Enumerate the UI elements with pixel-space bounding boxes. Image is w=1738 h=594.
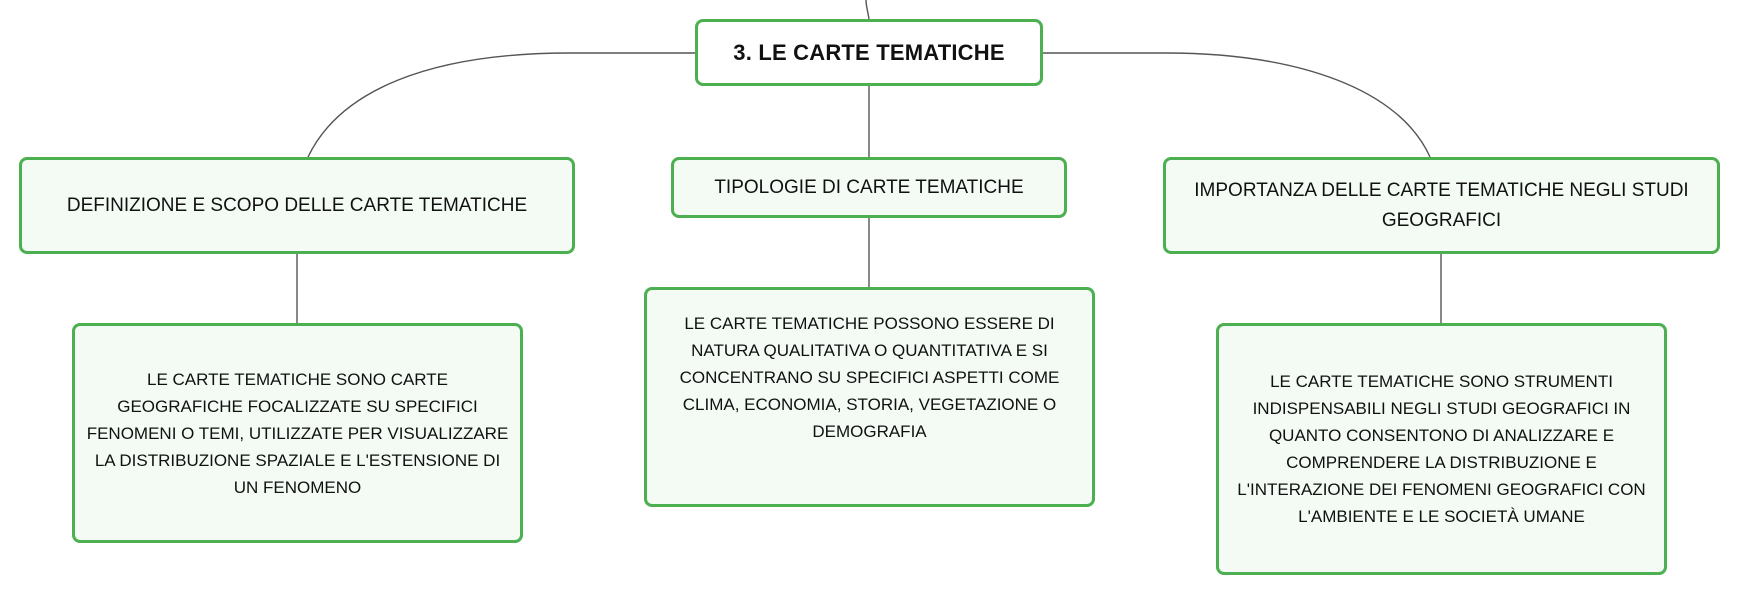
topic-importanza-label: IMPORTANZA DELLE CARTE TEMATICHE NEGLI STUDI GEOGRAFICI xyxy=(1194,179,1689,231)
subtopic-definizione-detail-node[interactable] xyxy=(72,323,523,543)
subtopic-importanza-detail-text: LE CARTE TEMATICHE SONO STRUMENTI INDISPENSABILI NEGLI STUDI GEOGRAFICI IN QUANTO CONSENTONO DI ANALIZZARE E COMPRENDERE LA DISTRIBUZIONE E L'INTERAZIONE DEI FENOMENI GEOGRAFICI CON L'AMBIENTE E LE SOCIETÀ UMANE xyxy=(1237,372,1646,526)
root-topic-title: 3. LE CARTE TEMATICHE xyxy=(733,39,1005,65)
root-topic-node[interactable] xyxy=(695,19,1043,86)
topic-definizione-label: DEFINIZIONE E SCOPO DELLE CARTE TEMATICHE xyxy=(66,194,528,216)
topic-tipologie-label: TIPOLOGIE DI CARTE TEMATICHE xyxy=(714,176,1024,198)
subtopic-tipologie-detail-node[interactable] xyxy=(644,287,1095,507)
connector-root-to-definizione xyxy=(308,53,695,157)
subtopic-importanza-detail-node[interactable] xyxy=(1216,323,1667,575)
topic-definizione-node[interactable] xyxy=(19,157,575,254)
topic-tipologie-node[interactable] xyxy=(671,157,1067,218)
subtopic-definizione-detail-text: LE CARTE TEMATICHE SONO CARTE GEOGRAFICHE FOCALIZZATE SU SPECIFICI FENOMENI O TEMI, UTILIZZATE PER VISUALIZZARE LA DISTRIBUZIONE SPAZIALE E L'ESTENSIONE DI UN FENOMENO xyxy=(86,369,509,497)
connector-parent-to-root xyxy=(866,0,869,19)
topic-importanza-node[interactable] xyxy=(1163,157,1720,254)
subtopic-tipologie-detail-text: LE CARTE TEMATICHE POSSONO ESSERE DI NATURA QUALITATIVA O QUANTITATIVA E SI CONCENTRANO SU SPECIFICI ASPETTI COME CLIMA, ECONOMIA, STORIA, VEGETAZIONE O DEMOGRAFIA xyxy=(679,313,1060,441)
connector-root-to-importanza xyxy=(1043,53,1430,157)
